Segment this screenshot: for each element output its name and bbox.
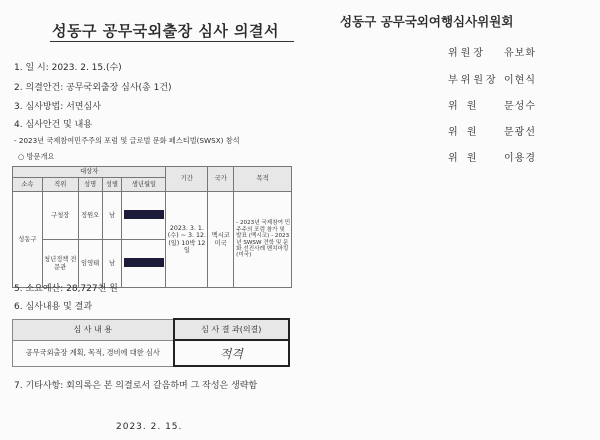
header-affiliation: 소속 [13, 178, 43, 192]
visit-table [12, 166, 292, 288]
member-role: 위 원 [448, 153, 480, 164]
header-target: 대상자 [13, 167, 166, 178]
header-gender: 성별 [102, 178, 122, 192]
item-agenda: 2. 의결안건: 공무국외출장 심사(총 1건) [14, 83, 172, 93]
cell-position: 청년정책 전문관 [42, 240, 78, 288]
cell-birth-redacted [122, 240, 166, 288]
committee-member [448, 123, 536, 138]
item-cost: 5. 소요예산: 28,727천 원 [14, 284, 118, 294]
item-event: - 2023년 국제참여민주주의 포럼 및 글로벌 문화 페스티벌(SWSX) 참석 [14, 136, 240, 145]
member-name: 이용경 [504, 153, 536, 164]
member-role: 위원장 [448, 48, 486, 59]
committee-name: 성동구 공무국외여행심사위원회 [340, 14, 514, 29]
header-name: 성명 [78, 178, 102, 192]
header-period: 기간 [166, 167, 208, 192]
cell-affiliation: 성동구 [13, 192, 43, 288]
item-method: 3. 심사방법: 서면심사 [14, 102, 101, 112]
cell-birth-redacted [122, 192, 166, 240]
cell-name: 임영태 [78, 240, 102, 288]
cell-position: 구청장 [42, 192, 78, 240]
redaction-block [124, 210, 164, 219]
header-birth: 생년월일 [122, 178, 166, 192]
header-review-result: 심 사 결 과(의결) [174, 319, 289, 340]
cell-review-content: 공무국외출장 계획, 목적, 경비에 대한 심사 [13, 340, 174, 366]
document-title: 성동구 공무국외출장 심사 의결서 [52, 22, 280, 40]
redaction-block [124, 258, 164, 267]
cell-review-result: 적격 [174, 340, 289, 366]
cell-country: 멕시코 미국 [208, 192, 234, 288]
committee-member [448, 71, 536, 86]
item-other: 7. 기타사항: 회의록은 본 의결로서 갈음하며 그 작성은 생략함 [14, 381, 258, 391]
cell-purpose: - 2023년 국제참여 민주주의 포럼 참가 및 발표 (멕시코) - 2023년 SWSW 견학 및 문화 선진사례 벤치마킹 (미국) [234, 192, 292, 288]
cell-name: 정원오 [78, 192, 102, 240]
header-purpose: 목적 [234, 167, 292, 192]
member-role: 부위원장 [448, 75, 499, 86]
committee-member [448, 149, 536, 164]
member-name: 문광선 [504, 127, 536, 138]
committee-member [448, 97, 536, 112]
item-visit-heading: ○ 방문개요 [18, 152, 55, 161]
header-review-content: 심 사 내 용 [13, 319, 174, 340]
member-name: 유보화 [504, 48, 536, 59]
footer-date: 2023. 2. 15. [116, 422, 183, 432]
title-underline [50, 41, 294, 42]
header-country: 국가 [208, 167, 234, 192]
item-content-heading: 4. 심사안건 및 내용 [14, 120, 93, 130]
committee-member [448, 44, 536, 59]
cell-period: 2023. 3. 1.(수) ~ 3. 12.(일) 10박 12일 [166, 192, 208, 288]
member-name: 문성수 [504, 101, 536, 112]
member-role: 위 원 [448, 101, 480, 112]
review-table [12, 318, 290, 367]
header-position: 직위 [42, 178, 78, 192]
member-role: 위 원 [448, 127, 480, 138]
item-review-heading: 6. 심사내용 및 결과 [14, 302, 93, 312]
cell-gender: 남 [102, 192, 122, 240]
item-date: 1. 일 시: 2023. 2. 15.(수) [14, 63, 122, 73]
table-row [13, 192, 292, 240]
cell-gender: 남 [102, 240, 122, 288]
member-name: 이현식 [504, 75, 536, 86]
